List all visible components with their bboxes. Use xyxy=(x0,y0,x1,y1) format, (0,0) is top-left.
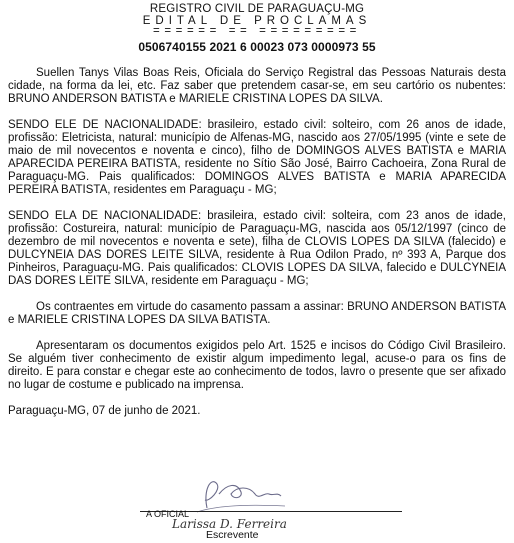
title-underline: ====== == ========= xyxy=(153,25,361,37)
signature-role: Escrevente xyxy=(206,529,259,541)
document-code: 0506740155 2021 6 00023 073 0000973 55 xyxy=(138,40,376,54)
signature-name: Larissa D. Ferreira xyxy=(172,517,287,531)
signature-title: A OFICIAL xyxy=(146,509,190,519)
document-header xyxy=(0,0,514,55)
document-body xyxy=(8,67,506,418)
date-line: Paraguaçu-MG, 07 de junho de 2021. xyxy=(8,405,201,417)
handwritten-signature xyxy=(185,470,295,515)
groom-paragraph: SENDO ELE DE NACIONALIDADE: brasileiro, estado civil: solteiro, com 26 anos de idade, profissão: Eletricista, natural: município de Alfenas-MG, nascido aos 27/05/1995 (vinte e sete de maio de mil novecentos e noventa e cinco), filho de DOMINGOS ALVES BATISTA e MARIA APARECIDA PEREIRA BATISTA, residente no Sítio São José, Bairro Cachoeira, Zona Rural de Paraguaçu-MG. Pais qualificados: DOMINGOS ALVES BATISTA e MARIA APARECIDA PEREIRA BATISTA, residentes em Paraguaçu - MG; xyxy=(8,119,506,196)
bride-paragraph: SENDO ELA DE NACIONALIDADE: brasileira, estado civil: solteira, com 23 anos de idade, profissão: Costureira, natural: município de Paraguaçu-MG, nascida aos 05/12/1997 (cinco de dezembro de mil novecentos e noventa e sete), filha de CLOVIS LOPES DA SILVA (falecido) e DULCYNEIA DAS DORES LEITE SILVA, residente à Rua Odilon Prado, nº 393 A, Parque dos Pinheiros, Paraguaçu-MG. Pais qualificados: CLOVIS LOPES DA SILVA, falecido e DULCYNEIA DAS DORES LEITE SILVA, residente em Paraguaçu - MG; xyxy=(8,210,506,287)
registry-title: REGISTRO CIVIL DE PARAGUAÇU-MG xyxy=(149,3,365,15)
intro-paragraph: Suellen Tanys Vilas Boas Reis, Oficiala do Serviço Registral das Pessoas Naturais desta cidade, na forma da lei, etc. Faz saber que pretendem casar-se, em seu cartório os nubentes: BRUNO ANDERSON BATISTA e MARIELE CRISTINA LOPES DA SILVA. xyxy=(8,67,506,105)
closing-paragraph: Apresentaram os documentos exigidos pelo Art. 1525 e incisos do Código Civil Brasileiro. Se alguém tiver conhecimento de existir algum impedimento legal, acuse-o para os fins de direito. E para constar e chegar este ao conhecimento de todos, lavro o presente que ser afixado no lugar de costume e publicado na imprensa. xyxy=(8,340,506,391)
edital-title: EDITAL DE PROCLAMAS xyxy=(142,15,372,27)
names-paragraph: Os contraentes em virtude do casamento passam a assinar: BRUNO ANDERSON BATISTA e MARIELE CRISTINA LOPES DA SILVA BATISTA. xyxy=(8,301,506,326)
signature-block xyxy=(0,470,514,543)
